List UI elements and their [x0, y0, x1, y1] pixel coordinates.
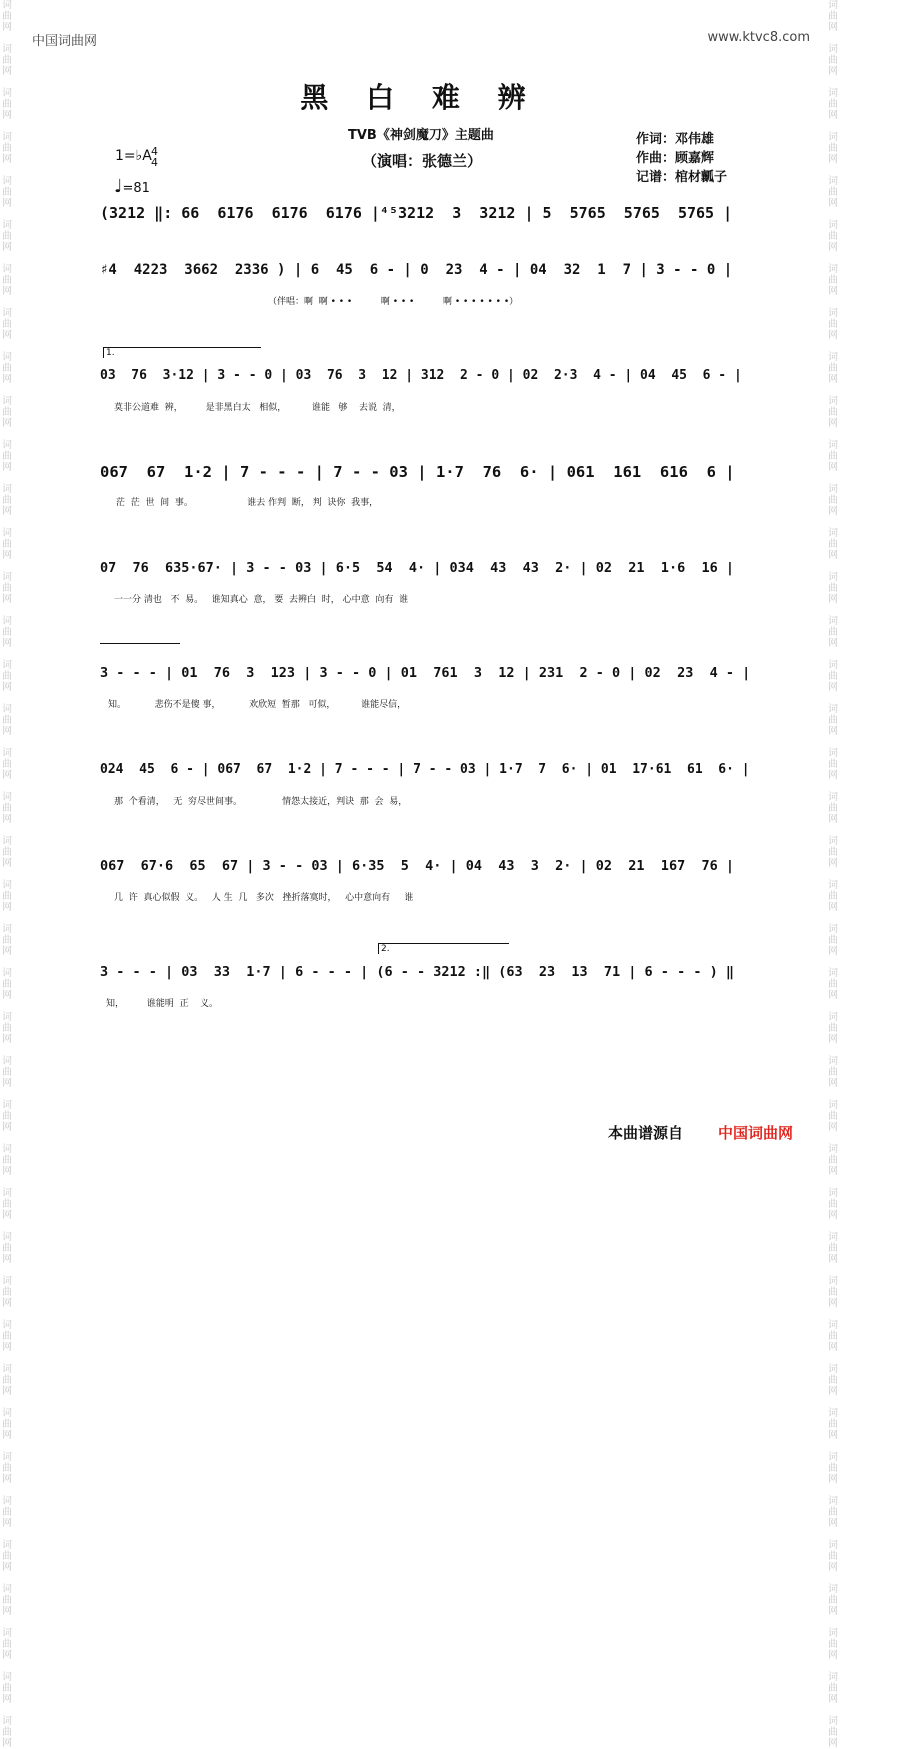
time-bottom: 4: [151, 156, 158, 169]
score-line-6: 3 - - - | 01 76 3 123 | 3 - - 0 | 01 761 3 12 | 231 2 - 0 | 02 23 4 - |: [100, 665, 751, 681]
tempo-mark: [114, 176, 150, 197]
source-label: 本曲谱源自: [608, 1124, 684, 1142]
score-line-4: 067 67 1·2 | 7 - - - | 7 - - 03 | 1·7 76 6· | 061 161 616 6 |: [100, 463, 735, 481]
lyric-line-6: 知。 悲伤不是傻 事， 欢欣短 暂那 可似， 谁能尽信，: [108, 700, 407, 710]
lyric-line-7: 那 个看清， 无 穷尽世间事。 情怨太接近，判诀 那 会 易，: [114, 797, 408, 807]
lyric-line-4: 茫 茫 世 间 事。 谁去 作判 断， 判 诀你 我事，: [116, 498, 379, 508]
lyric-line-9: 知， 谁能明 正 义。: [106, 999, 219, 1009]
performer: （演唱：张德兰）: [362, 152, 483, 170]
site-watermark-left: 中国词曲网: [32, 34, 98, 49]
song-title: 黑 白 难 辨: [300, 81, 540, 114]
time-top: 4: [151, 145, 158, 158]
volta-1: 1.: [103, 347, 261, 358]
score-line-8: 067 67·6 65 67 | 3 - - 03 | 6·35 5 4· | 04 43 3 2· | 02 21 167 76 |: [100, 858, 734, 874]
lyric-line-3: 莫非公道难 辨， 是非黑白太 相似， 谁能 够 去说 清，: [114, 403, 401, 413]
tie-line: [100, 643, 180, 654]
source-site-link[interactable]: 中国词曲网: [718, 1124, 794, 1142]
tempo-value: =81: [122, 181, 150, 196]
volta-2: 2.: [378, 943, 509, 954]
score-line-2: ♯4 4223 3662 2336 ) | 6 45 6 - | 0 23 4 - | 04 32 1 7 | 3 - - 0 |: [100, 262, 733, 278]
side-watermark-right: 词 曲 网 词 曲 网 词 曲 网 词 曲 网 词 曲 网 词 曲 网 词 曲 网 词 曲 网 词 曲 网 词 曲 网 词 曲 网 词 曲 网 词 曲 网 词 曲 网 词 曲 网 词 曲 网 词 曲 网 词 曲 网 词 曲 网 词 曲 网 词 曲 网 词 曲 网 词 曲 网 词 曲 网 词 曲 网 词 曲 网 词 曲 网 词 曲 网 词 曲 网 词 曲 网 词 曲 网 词 曲 网 词 曲 网 词 曲 网 词 曲 网 词 曲 网 词 曲 网 词 曲 网 词 曲 网 词 曲 网: [828, 0, 838, 1749]
credits: [636, 130, 727, 187]
lyric-line-8: 几 许 真心似假 义。 人 生 几 多次 挫折落寞时， 心中意向有 谁: [114, 893, 414, 903]
key-signature: [115, 145, 158, 169]
side-watermark-left: 词 曲 网 词 曲 网 词 曲 网 词 曲 网 词 曲 网 词 曲 网 词 曲 网 词 曲 网 词 曲 网 词 曲 网 词 曲 网 词 曲 网 词 曲 网 词 曲 网 词 曲 网 词 曲 网 词 曲 网 词 曲 网 词 曲 网 词 曲 网 词 曲 网 词 曲 网 词 曲 网 词 曲 网 词 曲 网 词 曲 网 词 曲 网 词 曲 网 词 曲 网 词 曲 网 词 曲 网 词 曲 网 词 曲 网 词 曲 网 词 曲 网 词 曲 网 词 曲 网 词 曲 网 词 曲 网 词 曲 网: [2, 0, 12, 1749]
lyric-line-5: 一一分 清也 不 易。 谁知真心 意， 要 去辨白 时， 心中意 向有 谁: [114, 595, 409, 605]
score-line-9: 3 - - - | 03 33 1·7 | 6 - - - | (6 - - 3212 :‖ (63 23 13 71 | 6 - - - ) ‖: [100, 964, 734, 980]
composer: 作曲：顾嘉辉: [636, 151, 715, 166]
key-label: 1=♭A: [115, 148, 152, 164]
transcriber: 记谱：棺材瓤子: [636, 170, 728, 185]
song-subtitle: TVB《神剑魔刀》主题曲: [348, 128, 494, 143]
score-line-7: 024 45 6 - | 067 67 1·2 | 7 - - - | 7 - - 03 | 1·7 7 6· | 01 17·61 61 6· |: [100, 762, 750, 777]
lyric-line-2: （伴唱：啊 啊 • • • 啊 • • • 啊 • • • • • • •）: [268, 297, 519, 307]
quarter-note-icon: ♩: [114, 176, 123, 197]
score-line-1: (3212 ‖: 66 6176 6176 6176 |⁴⁵3212 3 3212 | 5 5765 5765 5765 |: [100, 204, 733, 222]
score-line-5: 07 76 635·67· | 3 - - 03 | 6·5 54 4· | 034 43 43 2· | 02 21 1·6 16 |: [100, 560, 734, 576]
score-line-3: 03 76 3·12 | 3 - - 0 | 03 76 3 12 | 312 2 - 0 | 02 2·3 4 - | 04 45 6 - |: [100, 368, 742, 383]
time-signature: [151, 146, 158, 168]
lyricist: 作词：邓伟雄: [636, 132, 715, 147]
site-watermark-right: www.ktvc8.com: [707, 30, 810, 45]
